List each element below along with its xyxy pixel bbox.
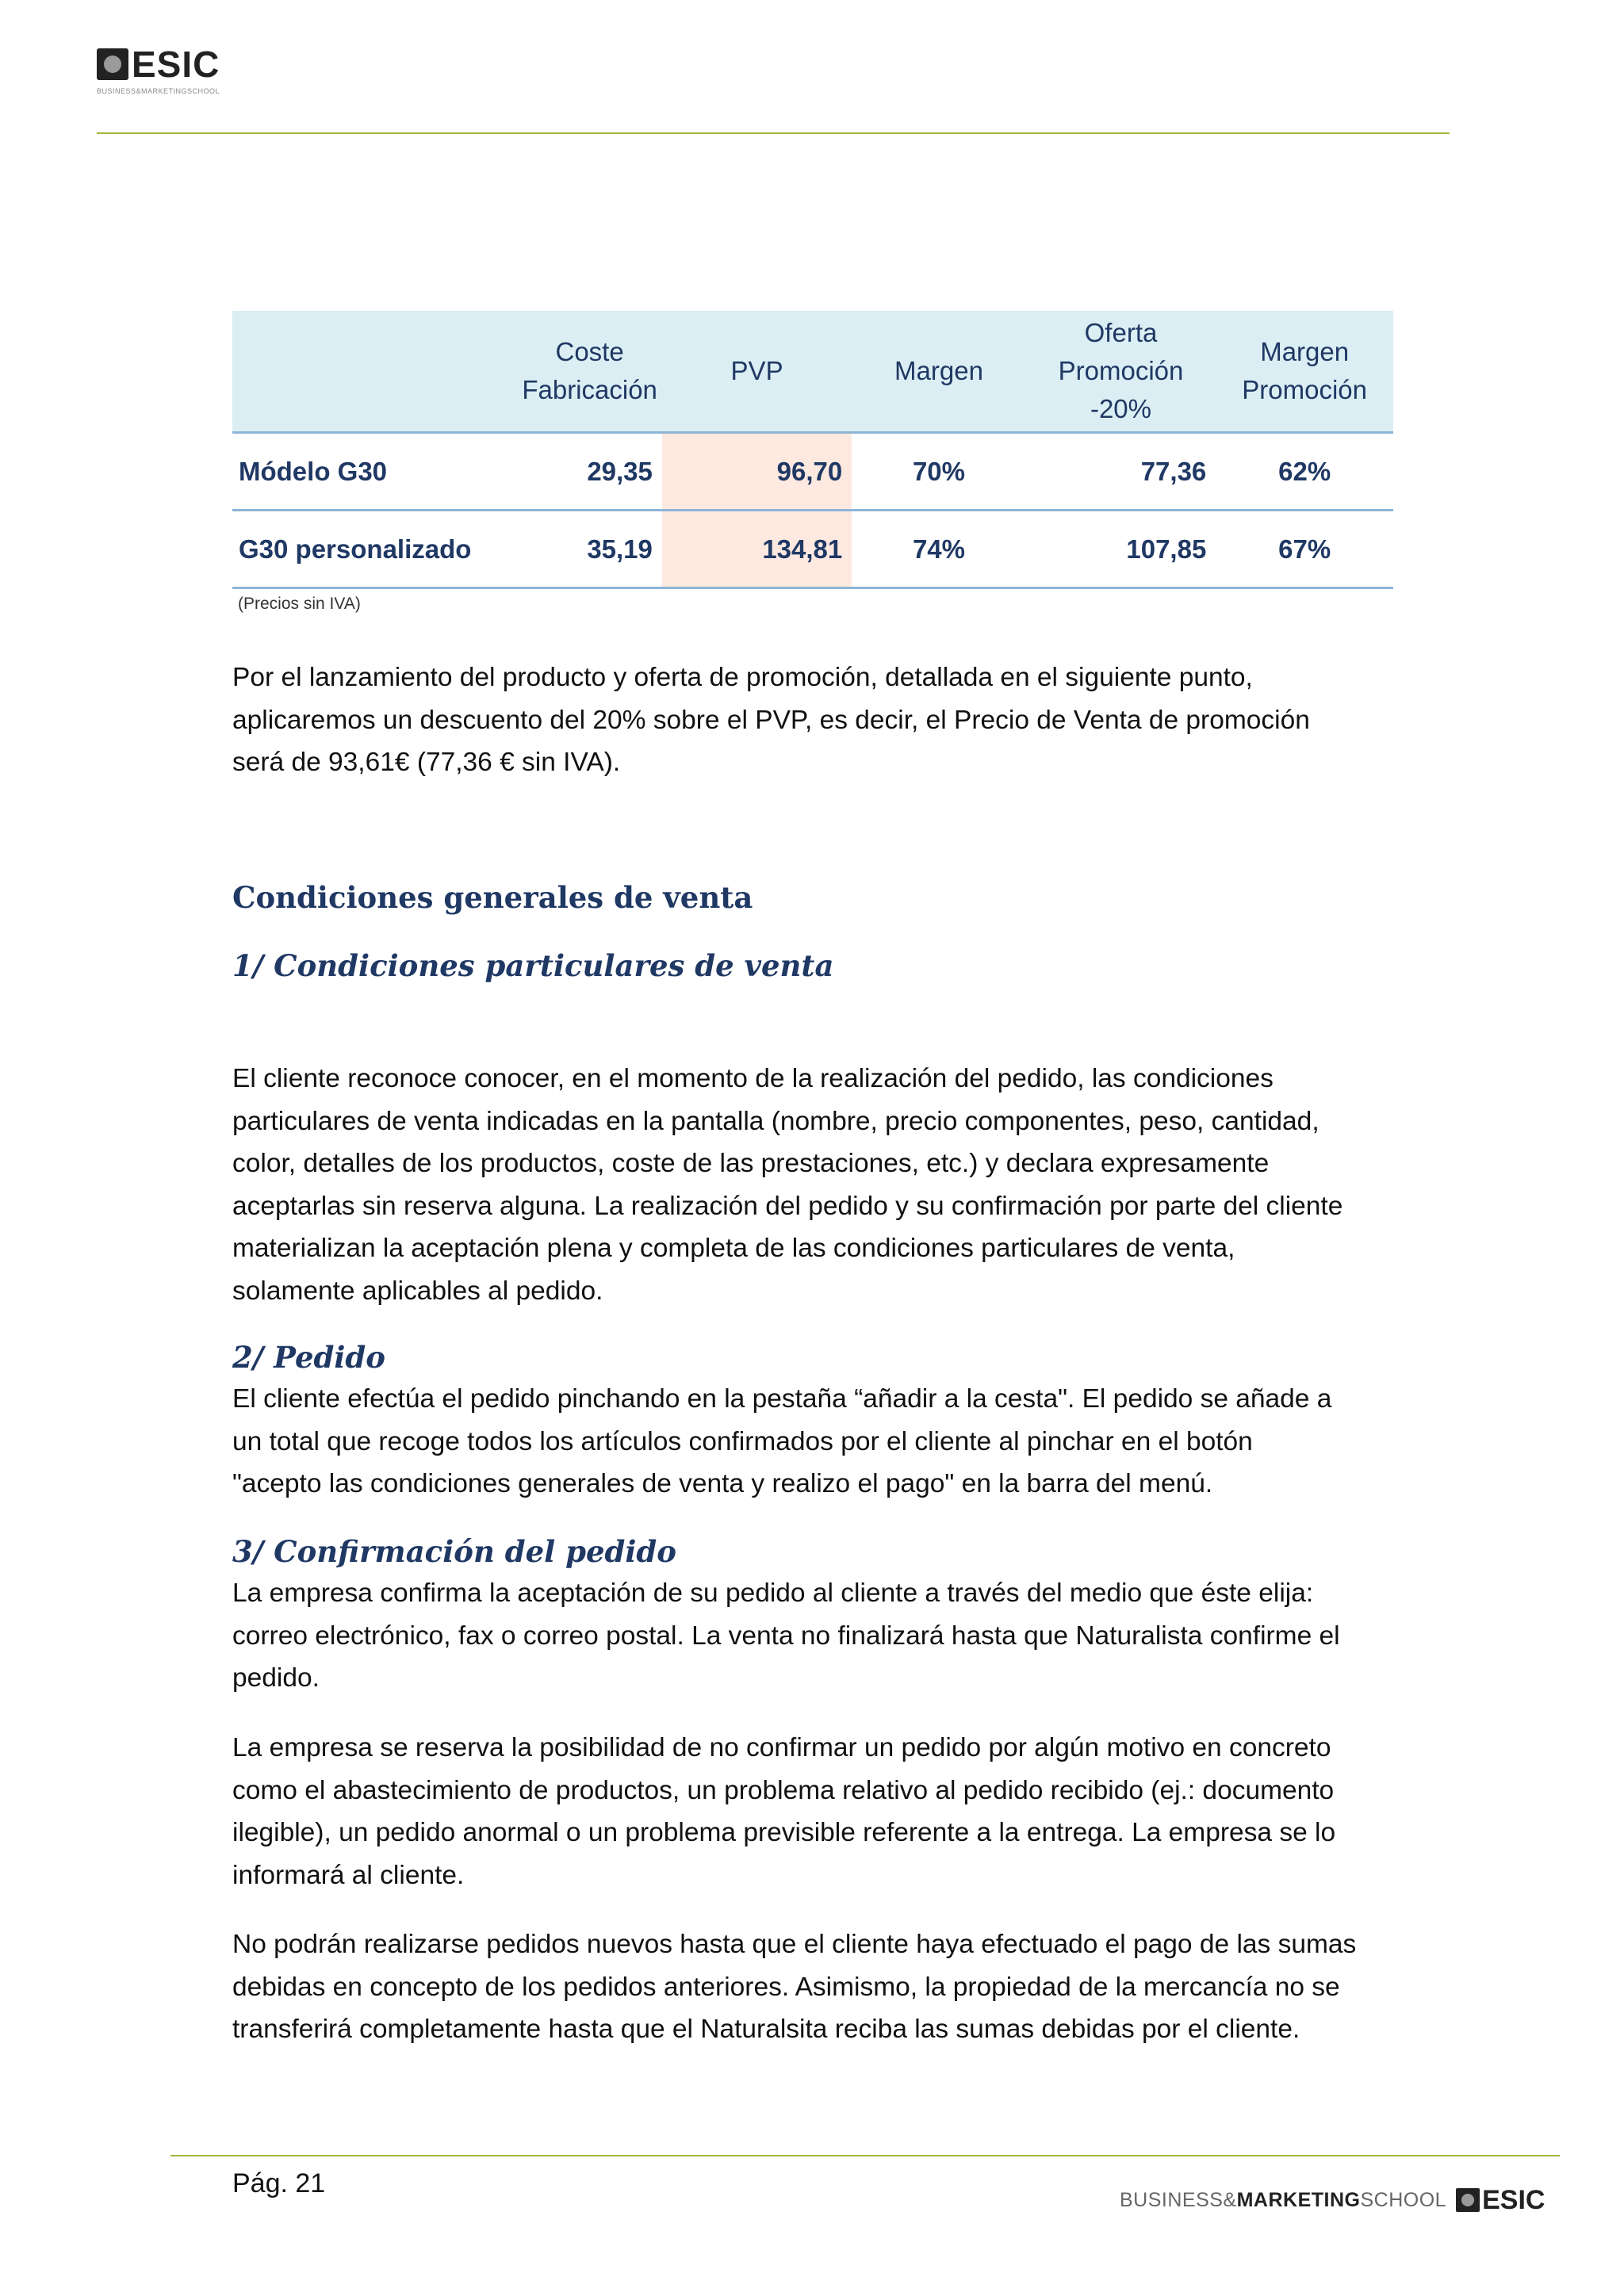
intro-paragraph: Por el lanzamiento del producto y oferta de promoción, detallada en el siguiente punto, aplicaremos un descuento del 20% sobre el PVP, es decir, el Precio de Venta de promoción será de 93,61€ (77,36 € sin IVA). (232, 663, 1310, 777)
cell-model: Módelo G30 (232, 433, 517, 511)
paragraph-reserva: La empresa se reserva la posibilidad de no confirmar un pedido por algún motivo en concreto como el abastecimiento de productos, un problema relativo al pedido recibido (ej.: documento ilegible), un pedido anormal o un problema previsible referente a la entrega. La empresa se lo informará al cliente. (232, 1733, 1336, 1890)
header-divider (97, 132, 1450, 134)
cell-pvp: 134,81 (662, 511, 852, 588)
table-row (232, 511, 1393, 588)
paragraph-confirmacion: La empresa confirma la aceptación de su pedido al cliente a través del medio que éste elija: correo electrónico, fax o correo postal. La venta no finalizará hasta que Naturalista confirme el pedido. (232, 1578, 1340, 1693)
header-pvp: PVP (662, 311, 852, 433)
footer-logo: ESIC (1456, 2187, 1545, 2214)
section-title: Condiciones generales de venta (232, 880, 753, 915)
footer-brand (1120, 2187, 1545, 2214)
pricing-table (232, 311, 1393, 589)
paragraph-pedidos-nuevos: No podrán realizarse pedidos nuevos hasta que el cliente haya efectuado el pago de las sumas debidas en concepto de los pedidos anteriores. Asimismo, la propiedad de la mercancía no se transferirá completamente hasta que el Naturalsita reciba las sumas debidas por el cliente. (232, 1930, 1357, 2044)
header-margen: Margen (852, 311, 1025, 433)
esic-emblem-icon (1456, 2188, 1480, 2212)
cell-margen: 70% (852, 433, 1025, 511)
header-oferta-promocion: Oferta Promoción -20% (1026, 311, 1216, 433)
paragraph-pedido: El cliente efectúa el pedido pinchando en la pestaña “añadir a la cesta". El pedido se añade a un total que recoge todos los artículos confirmados por el cliente al pinchar en el botón "acepto las condiciones generales de venta y realizo el pago" en la barra del menú. (232, 1384, 1332, 1498)
table-row (232, 433, 1393, 511)
header-logo (97, 46, 255, 103)
cell-oferta: 107,85 (1026, 511, 1216, 588)
logo-subtitle: BUSINESS&MARKETINGSCHOOL (97, 87, 220, 95)
logo-text: ESIC (132, 44, 220, 85)
cell-coste: 29,35 (517, 433, 662, 511)
footer-brand-text: BUSINESS&MARKETINGSCHOOL (1120, 2188, 1447, 2211)
subsection-title-1: 1/ Condiciones particulares de venta (232, 948, 834, 983)
page-number: Pág. 21 (232, 2168, 326, 2198)
paragraph-condiciones: El cliente reconoce conocer, en el momento de la realización del pedido, las condiciones particulares de venta indicadas en la pantalla (nombre, precio componentes, peso, cantidad, color, detalles de los productos, coste de las prestaciones, etc.) y declara expresamente aceptarlas sin reserva alguna. La realización del pedido y su confirmación por parte del cliente materializan la aceptación plena y completa de las condiciones particulares de venta, solamente aplicables al pedido. (232, 1064, 1343, 1306)
cell-margen-promo: 67% (1216, 511, 1393, 588)
cell-model: G30 personalizado (232, 511, 517, 588)
cell-margen: 74% (852, 511, 1025, 588)
cell-pvp: 96,70 (662, 433, 852, 511)
subsection-title-3: 3/ Confirmación del pedido (232, 1534, 676, 1569)
header-margen-promocion: Margen Promoción (1216, 311, 1393, 433)
footer-divider (170, 2155, 1560, 2156)
header-coste-fabricacion: Coste Fabricación (517, 311, 662, 433)
header-empty (232, 311, 517, 433)
cell-coste: 35,19 (517, 511, 662, 588)
table-header-row (232, 311, 1393, 433)
cell-oferta: 77,36 (1026, 433, 1216, 511)
price-note: (Precios sin IVA) (238, 595, 361, 613)
cell-margen-promo: 62% (1216, 433, 1393, 511)
subsection-title-2: 2/ Pedido (232, 1340, 385, 1375)
esic-emblem-icon (97, 48, 128, 80)
